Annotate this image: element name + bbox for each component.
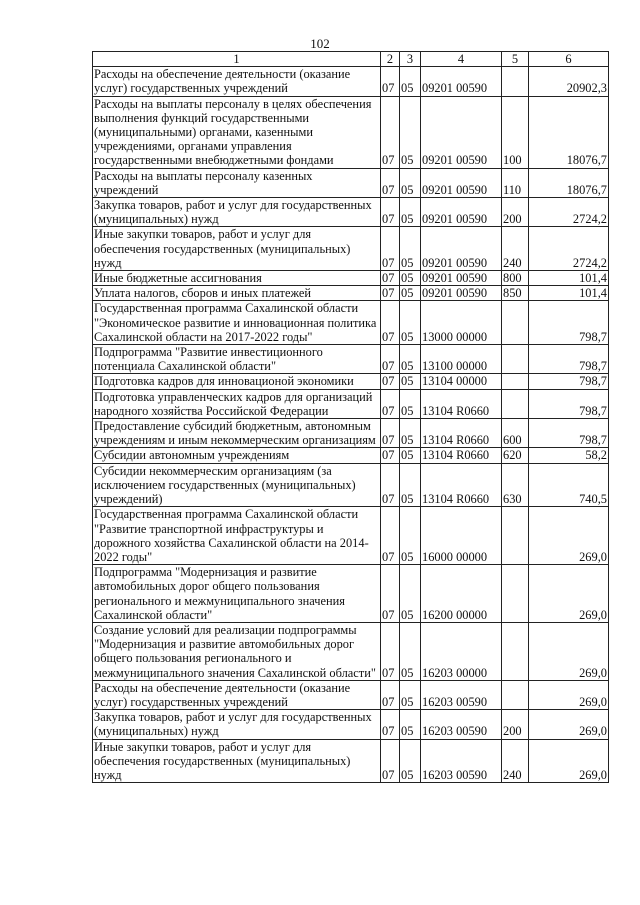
table-row <box>93 227 609 271</box>
row-name: Государственная программа Сахалинской области "Развитие транспортной инфраструктуры и дорожного хозяйства Сахалинской области на 2014-2022 годы" <box>93 507 381 565</box>
row-amount: 269,0 <box>529 710 609 739</box>
row-amount: 18076,7 <box>529 168 609 197</box>
row-target-article: 16200 00000 <box>421 565 502 623</box>
table-row <box>93 680 609 709</box>
row-name: Предоставление субсидий бюджетным, автономным учреждениям и иным некоммерческим организациям <box>93 419 381 448</box>
row-section: 07 <box>381 389 400 418</box>
row-subsection: 05 <box>400 96 421 168</box>
table-row <box>93 345 609 374</box>
row-target-article: 09201 00590 <box>421 198 502 227</box>
row-subsection: 05 <box>400 463 421 507</box>
row-name: Расходы на обеспечение деятельности (оказание услуг) государственных учреждений <box>93 680 381 709</box>
row-expense-type <box>502 565 529 623</box>
table-row <box>93 463 609 507</box>
row-expense-type <box>502 345 529 374</box>
row-target-article: 09201 00590 <box>421 227 502 271</box>
row-subsection: 05 <box>400 507 421 565</box>
row-amount: 58,2 <box>529 448 609 463</box>
row-target-article: 16203 00000 <box>421 622 502 680</box>
row-target-article: 09201 00590 <box>421 96 502 168</box>
row-section: 07 <box>381 507 400 565</box>
row-subsection: 05 <box>400 198 421 227</box>
row-amount: 2724,2 <box>529 227 609 271</box>
row-expense-type <box>502 507 529 565</box>
row-target-article: 13104 R0660 <box>421 389 502 418</box>
row-section: 07 <box>381 374 400 389</box>
row-subsection: 05 <box>400 227 421 271</box>
table-row <box>93 67 609 96</box>
row-subsection: 05 <box>400 622 421 680</box>
table-row <box>93 507 609 565</box>
row-amount: 798,7 <box>529 301 609 345</box>
row-section: 07 <box>381 96 400 168</box>
table-row <box>93 419 609 448</box>
row-section: 07 <box>381 680 400 709</box>
row-amount: 269,0 <box>529 739 609 783</box>
row-section: 07 <box>381 565 400 623</box>
row-name: Иные закупки товаров, работ и услуг для обеспечения государственных (муниципальных) нужд <box>93 227 381 271</box>
row-target-article: 13104 00000 <box>421 374 502 389</box>
row-expense-type: 100 <box>502 96 529 168</box>
row-section: 07 <box>381 271 400 286</box>
row-name: Государственная программа Сахалинской области "Экономическое развитие и инновационная политика Сахалинской области на 2017-2022 годы" <box>93 301 381 345</box>
row-section: 07 <box>381 301 400 345</box>
row-expense-type: 630 <box>502 463 529 507</box>
row-section: 07 <box>381 739 400 783</box>
row-target-article: 16203 00590 <box>421 710 502 739</box>
row-target-article: 16203 00590 <box>421 739 502 783</box>
row-name: Подготовка управленческих кадров для организаций народного хозяйства Российской Федерации <box>93 389 381 418</box>
row-target-article: 13104 R0660 <box>421 463 502 507</box>
row-subsection: 05 <box>400 168 421 197</box>
row-section: 07 <box>381 622 400 680</box>
row-expense-type: 620 <box>502 448 529 463</box>
row-subsection: 05 <box>400 345 421 374</box>
row-expense-type: 240 <box>502 227 529 271</box>
table-row <box>93 301 609 345</box>
row-section: 07 <box>381 419 400 448</box>
table-row <box>93 448 609 463</box>
table-row <box>93 389 609 418</box>
row-expense-type <box>502 374 529 389</box>
row-subsection: 05 <box>400 301 421 345</box>
row-section: 07 <box>381 168 400 197</box>
row-expense-type: 850 <box>502 286 529 301</box>
row-name: Расходы на выплаты персоналу казенных учреждений <box>93 168 381 197</box>
row-name: Подпрограмма "Развитие инвестиционного потенциала Сахалинской области" <box>93 345 381 374</box>
row-amount: 798,7 <box>529 374 609 389</box>
row-section: 07 <box>381 67 400 96</box>
row-expense-type: 200 <box>502 198 529 227</box>
row-section: 07 <box>381 448 400 463</box>
row-target-article: 16203 00590 <box>421 680 502 709</box>
row-name: Закупка товаров, работ и услуг для государственных (муниципальных) нужд <box>93 710 381 739</box>
row-subsection: 05 <box>400 389 421 418</box>
row-amount: 798,7 <box>529 389 609 418</box>
row-subsection: 05 <box>400 565 421 623</box>
row-section: 07 <box>381 345 400 374</box>
row-amount: 269,0 <box>529 565 609 623</box>
row-amount: 269,0 <box>529 507 609 565</box>
row-subsection: 05 <box>400 374 421 389</box>
row-target-article: 09201 00590 <box>421 286 502 301</box>
column-header: 5 <box>502 52 529 67</box>
table-row <box>93 198 609 227</box>
row-name: Иные бюджетные ассигнования <box>93 271 381 286</box>
row-name: Уплата налогов, сборов и иных платежей <box>93 286 381 301</box>
column-header: 2 <box>381 52 400 67</box>
row-section: 07 <box>381 463 400 507</box>
row-expense-type: 240 <box>502 739 529 783</box>
row-expense-type <box>502 622 529 680</box>
row-expense-type: 800 <box>502 271 529 286</box>
row-amount: 18076,7 <box>529 96 609 168</box>
header-row <box>93 52 609 67</box>
row-expense-type <box>502 67 529 96</box>
row-amount: 20902,3 <box>529 67 609 96</box>
table-row <box>93 622 609 680</box>
row-subsection: 05 <box>400 739 421 783</box>
row-target-article: 13104 R0660 <box>421 448 502 463</box>
table-row <box>93 565 609 623</box>
row-amount: 2724,2 <box>529 198 609 227</box>
row-subsection: 05 <box>400 680 421 709</box>
row-amount: 269,0 <box>529 680 609 709</box>
row-subsection: 05 <box>400 67 421 96</box>
row-target-article: 09201 00590 <box>421 67 502 96</box>
row-amount: 101,4 <box>529 271 609 286</box>
row-subsection: 05 <box>400 286 421 301</box>
row-amount: 740,5 <box>529 463 609 507</box>
row-target-article: 13100 00000 <box>421 345 502 374</box>
row-name: Создание условий для реализации подпрограммы "Модернизация и развитие автомобильных дорог общего пользования регионального и межмуниципального значения Сахалинской области" <box>93 622 381 680</box>
row-amount: 798,7 <box>529 345 609 374</box>
row-expense-type: 600 <box>502 419 529 448</box>
row-target-article: 09201 00590 <box>421 271 502 286</box>
budget-table <box>92 51 609 783</box>
row-expense-type: 200 <box>502 710 529 739</box>
row-name: Расходы на обеспечение деятельности (оказание услуг) государственных учреждений <box>93 67 381 96</box>
row-amount: 269,0 <box>529 622 609 680</box>
column-header: 6 <box>529 52 609 67</box>
row-name: Закупка товаров, работ и услуг для государственных (муниципальных) нужд <box>93 198 381 227</box>
row-name: Субсидии некоммерческим организациям (за исключением государственных (муниципальных) учреждений) <box>93 463 381 507</box>
table-row <box>93 96 609 168</box>
page-number: 102 <box>310 36 330 51</box>
row-target-article: 13000 00000 <box>421 301 502 345</box>
row-target-article: 13104 R0660 <box>421 419 502 448</box>
row-subsection: 05 <box>400 448 421 463</box>
row-amount: 798,7 <box>529 419 609 448</box>
row-expense-type <box>502 680 529 709</box>
column-header: 1 <box>93 52 381 67</box>
table-row <box>93 374 609 389</box>
row-section: 07 <box>381 710 400 739</box>
row-target-article: 16000 00000 <box>421 507 502 565</box>
row-subsection: 05 <box>400 419 421 448</box>
row-amount: 101,4 <box>529 286 609 301</box>
column-header: 3 <box>400 52 421 67</box>
row-expense-type <box>502 301 529 345</box>
row-subsection: 05 <box>400 271 421 286</box>
table-row <box>93 271 609 286</box>
row-expense-type: 110 <box>502 168 529 197</box>
table-row <box>93 286 609 301</box>
row-name: Подготовка кадров для инновационой экономики <box>93 374 381 389</box>
row-name: Подпрограмма "Модернизация и развитие автомобильных дорог общего пользования регионального и межмуниципального значения Сахалинской области" <box>93 565 381 623</box>
row-expense-type <box>502 389 529 418</box>
row-subsection: 05 <box>400 710 421 739</box>
row-name: Субсидии автономным учреждениям <box>93 448 381 463</box>
table-row <box>93 168 609 197</box>
row-name: Расходы на выплаты персоналу в целях обеспечения выполнения функций государственными (муниципальными) органами, казенными учреждениями, органами управления государственными внебюджетными фондами <box>93 96 381 168</box>
row-section: 07 <box>381 227 400 271</box>
column-header: 4 <box>421 52 502 67</box>
row-section: 07 <box>381 286 400 301</box>
row-target-article: 09201 00590 <box>421 168 502 197</box>
row-section: 07 <box>381 198 400 227</box>
table-row <box>93 739 609 783</box>
table-row <box>93 710 609 739</box>
row-name: Иные закупки товаров, работ и услуг для обеспечения государственных (муниципальных) нужд <box>93 739 381 783</box>
